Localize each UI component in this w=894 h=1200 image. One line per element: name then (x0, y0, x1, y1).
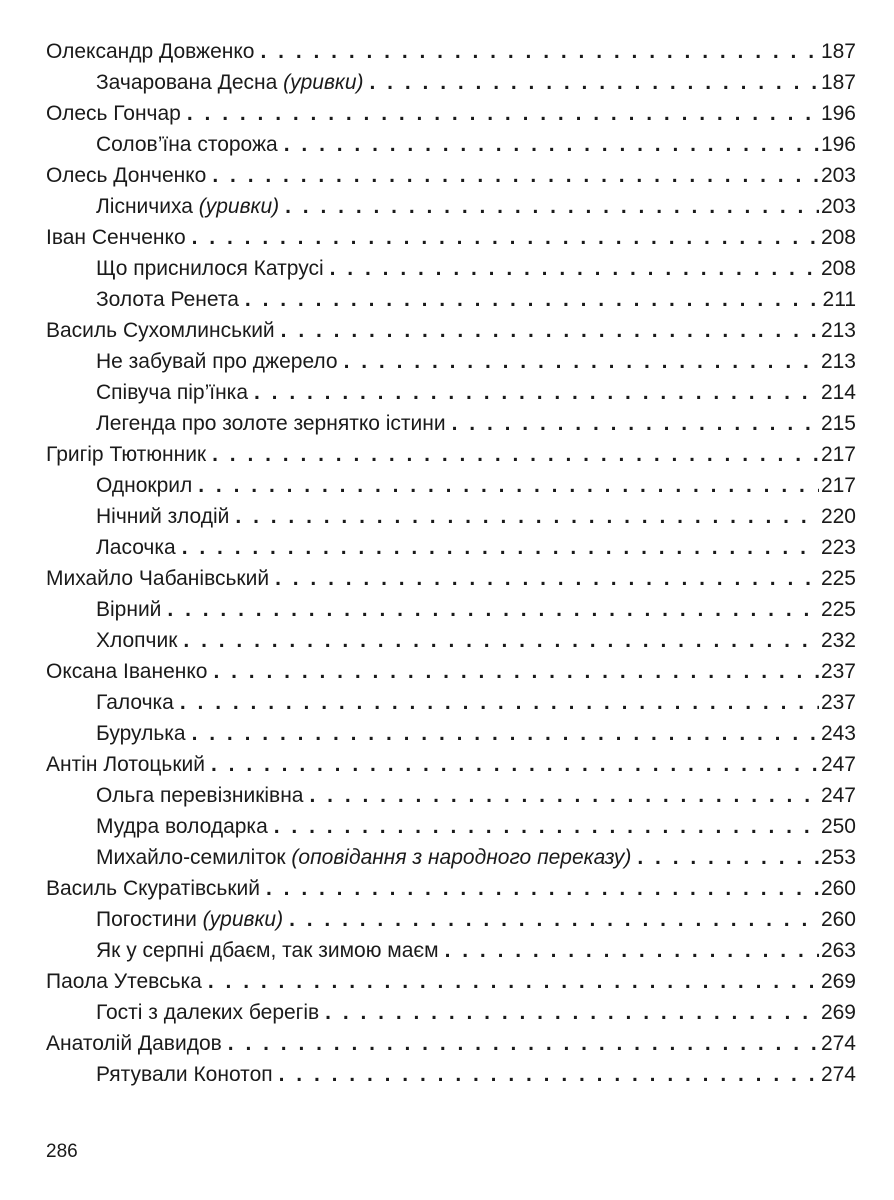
toc-entry-page: 247 (820, 784, 856, 807)
dot-leader (274, 811, 819, 842)
toc-work-entry (46, 718, 856, 749)
dot-leader (452, 408, 819, 439)
toc-work-entry (46, 532, 856, 563)
toc-entry-page: 223 (820, 536, 856, 559)
dot-leader (325, 997, 819, 1028)
toc-work-entry (46, 377, 856, 408)
toc-entry-title-text: Що приснилося Катрусі (96, 257, 324, 280)
toc-entry-page: 196 (820, 133, 856, 156)
toc-author-entry (46, 656, 856, 687)
toc-entry-page: 263 (820, 939, 856, 962)
toc-work-entry (46, 594, 856, 625)
toc-entry-note: (оповідання з народного переказу) (291, 846, 632, 869)
toc-entry-note: (уривки) (202, 908, 284, 931)
toc-entry-title (46, 36, 254, 67)
toc-entry-page: 274 (820, 1032, 856, 1055)
toc-entry-title (96, 687, 174, 718)
dot-leader (198, 470, 819, 501)
dot-leader (183, 625, 819, 656)
toc-entry-page: 203 (820, 164, 856, 187)
dot-leader (187, 98, 819, 129)
dot-leader (245, 284, 821, 315)
dot-leader (637, 842, 819, 873)
toc-entry-title (46, 1028, 222, 1059)
page-number: 286 (46, 1141, 78, 1162)
toc-work-entry (46, 470, 856, 501)
toc-entry-title (46, 563, 269, 594)
toc-entry-page: 260 (820, 908, 856, 931)
toc-entry-page: 217 (820, 443, 856, 466)
toc-author-entry (46, 563, 856, 594)
toc-entry-title-text: Золота Ренета (96, 288, 239, 311)
toc-entry-title-text: Олесь Донченко (46, 164, 207, 187)
toc-entry-title-text: Михайло-семиліток (96, 846, 292, 869)
toc-entry-page: 220 (820, 505, 856, 528)
toc-work-entry (46, 811, 856, 842)
toc-entry-page: 208 (820, 257, 856, 280)
toc-author-entry (46, 966, 856, 997)
toc-author-entry (46, 439, 856, 470)
toc-entry-title (96, 129, 278, 160)
dot-leader (445, 935, 819, 966)
toc-entry-title (96, 1059, 273, 1090)
toc-entry-title (96, 780, 303, 811)
dot-leader (370, 67, 819, 98)
toc-entry-title-text: Михайло Чабанівський (46, 567, 270, 590)
toc-entry-page: 203 (820, 195, 856, 218)
toc-entry-title-text: Іван Сенченко (46, 226, 186, 249)
toc-entry-note: (уривки) (198, 195, 280, 218)
toc-entry-title-text: Солов’їна сторожа (96, 133, 278, 156)
toc-entry-title (96, 501, 229, 532)
toc-entry-title (96, 625, 177, 656)
toc-work-entry (46, 780, 856, 811)
dot-leader (330, 253, 819, 284)
toc-entry-title (96, 935, 439, 966)
dot-leader (275, 563, 819, 594)
dot-leader (228, 1028, 819, 1059)
toc-entry-page: 237 (820, 691, 856, 714)
toc-entry-title-text: Олесь Гончар (46, 102, 181, 125)
toc-work-entry (46, 284, 856, 315)
dot-leader (254, 377, 819, 408)
toc-work-entry (46, 129, 856, 160)
toc-entry-page: 217 (820, 474, 856, 497)
toc-work-entry (46, 1059, 856, 1090)
toc-entry-title (96, 997, 319, 1028)
toc-author-entry (46, 36, 856, 67)
toc-author-entry (46, 98, 856, 129)
dot-leader (285, 191, 819, 222)
dot-leader (213, 656, 818, 687)
toc-entry-title-text: Василь Сухомлинський (46, 319, 275, 342)
toc-entry-page: 250 (820, 815, 856, 838)
dot-leader (281, 315, 819, 346)
toc-entry-note: (уривки) (283, 71, 364, 94)
dot-leader (208, 966, 819, 997)
toc-entry-title (96, 253, 324, 284)
dot-leader (211, 749, 819, 780)
dot-leader (167, 594, 819, 625)
dot-leader (289, 904, 819, 935)
dot-leader (266, 873, 819, 904)
toc-entry-title-text: Ольга перевізниківна (96, 784, 304, 807)
toc-work-entry (46, 346, 856, 377)
toc-author-entry (46, 160, 856, 191)
toc-entry-page: 213 (820, 350, 856, 373)
toc-work-entry (46, 253, 856, 284)
toc-entry-title (46, 98, 181, 129)
toc-author-entry (46, 1028, 856, 1059)
toc-entry-title-text: Як у серпні дбаєм, так зимою маєм (96, 939, 439, 962)
toc-work-entry (46, 191, 856, 222)
dot-leader (212, 160, 819, 191)
toc-entry-title (46, 439, 206, 470)
toc-entry-title-text: Зачарована Десна (96, 71, 284, 94)
toc-entry-title-text: Не забувай про джерело (96, 350, 338, 373)
toc-entry-title (46, 966, 202, 997)
toc-entry-title (96, 284, 239, 315)
toc-entry-page: 269 (820, 1001, 856, 1024)
toc-entry-title-text: Олександр Довженко (46, 40, 255, 63)
toc-entry-title (96, 718, 186, 749)
toc-work-entry (46, 904, 856, 935)
toc-entry-title (96, 67, 364, 98)
toc-entry-title-text: Гості з далеких берегів (96, 1001, 320, 1024)
toc-entry-title (46, 873, 260, 904)
toc-entry-title-text: Легенда про золоте зернятко істини (96, 412, 446, 435)
toc-entry-page: 215 (820, 412, 856, 435)
toc-author-entry (46, 222, 856, 253)
dot-leader (235, 501, 819, 532)
toc-work-entry (46, 67, 856, 98)
toc-work-entry (46, 935, 856, 966)
toc-author-entry (46, 315, 856, 346)
toc-entry-page: 208 (820, 226, 856, 249)
toc-entry-title (96, 346, 338, 377)
dot-leader (279, 1059, 819, 1090)
toc-entry-title-text: Хлопчик (96, 629, 178, 652)
toc-entry-title-text: Ласочка (96, 536, 176, 559)
toc-entry-title (96, 904, 283, 935)
toc-entry-page: 232 (820, 629, 856, 652)
toc-entry-title (96, 594, 161, 625)
toc-entry-title-text: Однокрил (96, 474, 193, 497)
dot-leader (344, 346, 819, 377)
toc-entry-title-text: Галочка (96, 691, 174, 714)
toc-entry-page: 247 (820, 753, 856, 776)
toc-entry-page: 187 (820, 71, 856, 94)
toc-entry-title (96, 377, 248, 408)
toc-entry-page: 225 (820, 567, 856, 590)
dot-leader (284, 129, 819, 160)
toc-entry-title-text: Василь Скуратівський (46, 877, 260, 900)
toc-entry-title-text: Погостини (96, 908, 203, 931)
toc-entry-title-text: Оксана Іваненко (46, 660, 208, 683)
toc-entry-page: 213 (820, 319, 856, 342)
toc-entry-title-text: Анатолій Давидов (46, 1032, 222, 1055)
toc-work-entry (46, 842, 856, 873)
toc-entry-title-text: Антін Лотоцький (46, 753, 205, 776)
dot-leader (180, 687, 819, 718)
toc-entry-title-text: Лісничиха (96, 195, 199, 218)
toc-entry-title-text: Бурулька (96, 722, 186, 745)
toc-work-entry (46, 687, 856, 718)
dot-leader (182, 532, 819, 563)
toc-entry-title-text: Рятували Конотоп (96, 1063, 273, 1086)
toc-work-entry (46, 625, 856, 656)
toc-entry-title (46, 656, 207, 687)
toc-entry-title-text: Паола Утевська (46, 970, 202, 993)
toc-entry-page: 243 (820, 722, 856, 745)
toc-entry-title-text: Григір Тютюнник (46, 443, 207, 466)
toc-entry-page: 214 (820, 381, 856, 404)
toc-entry-title (96, 811, 268, 842)
toc-entry-title (96, 408, 446, 439)
toc-author-entry (46, 873, 856, 904)
toc-entry-title (46, 749, 205, 780)
toc-entry-page: 211 (822, 288, 856, 311)
toc-entry-page: 253 (820, 846, 856, 869)
toc-entry-page: 187 (820, 40, 856, 63)
toc-work-entry (46, 997, 856, 1028)
toc-work-entry (46, 501, 856, 532)
dot-leader (192, 222, 819, 253)
toc-entry-title-text: Співуча пір’їнка (96, 381, 248, 404)
dot-leader (260, 36, 818, 67)
dot-leader (192, 718, 819, 749)
dot-leader (309, 780, 818, 811)
toc-entry-title (96, 191, 279, 222)
toc-entry-title-text: Нічний злодій (96, 505, 230, 528)
toc-entry-page: 196 (820, 102, 856, 125)
toc-entry-page: 237 (820, 660, 856, 683)
toc-entry-title-text: Мудра володарка (96, 815, 268, 838)
toc-entry-page: 225 (820, 598, 856, 621)
toc-entry-title-text: Вірний (96, 598, 162, 621)
toc-author-entry (46, 749, 856, 780)
toc-entry-title (96, 532, 176, 563)
toc-entry-title (46, 315, 275, 346)
toc-entry-page: 274 (820, 1063, 856, 1086)
dot-leader (212, 439, 819, 470)
toc-entry-page: 269 (820, 970, 856, 993)
toc-entry-title (96, 842, 631, 873)
toc-work-entry (46, 408, 856, 439)
toc-entry-page: 260 (820, 877, 856, 900)
toc-entry-title (96, 470, 192, 501)
toc-entry-title (46, 222, 186, 253)
table-of-contents (46, 36, 856, 1090)
toc-entry-title (46, 160, 206, 191)
